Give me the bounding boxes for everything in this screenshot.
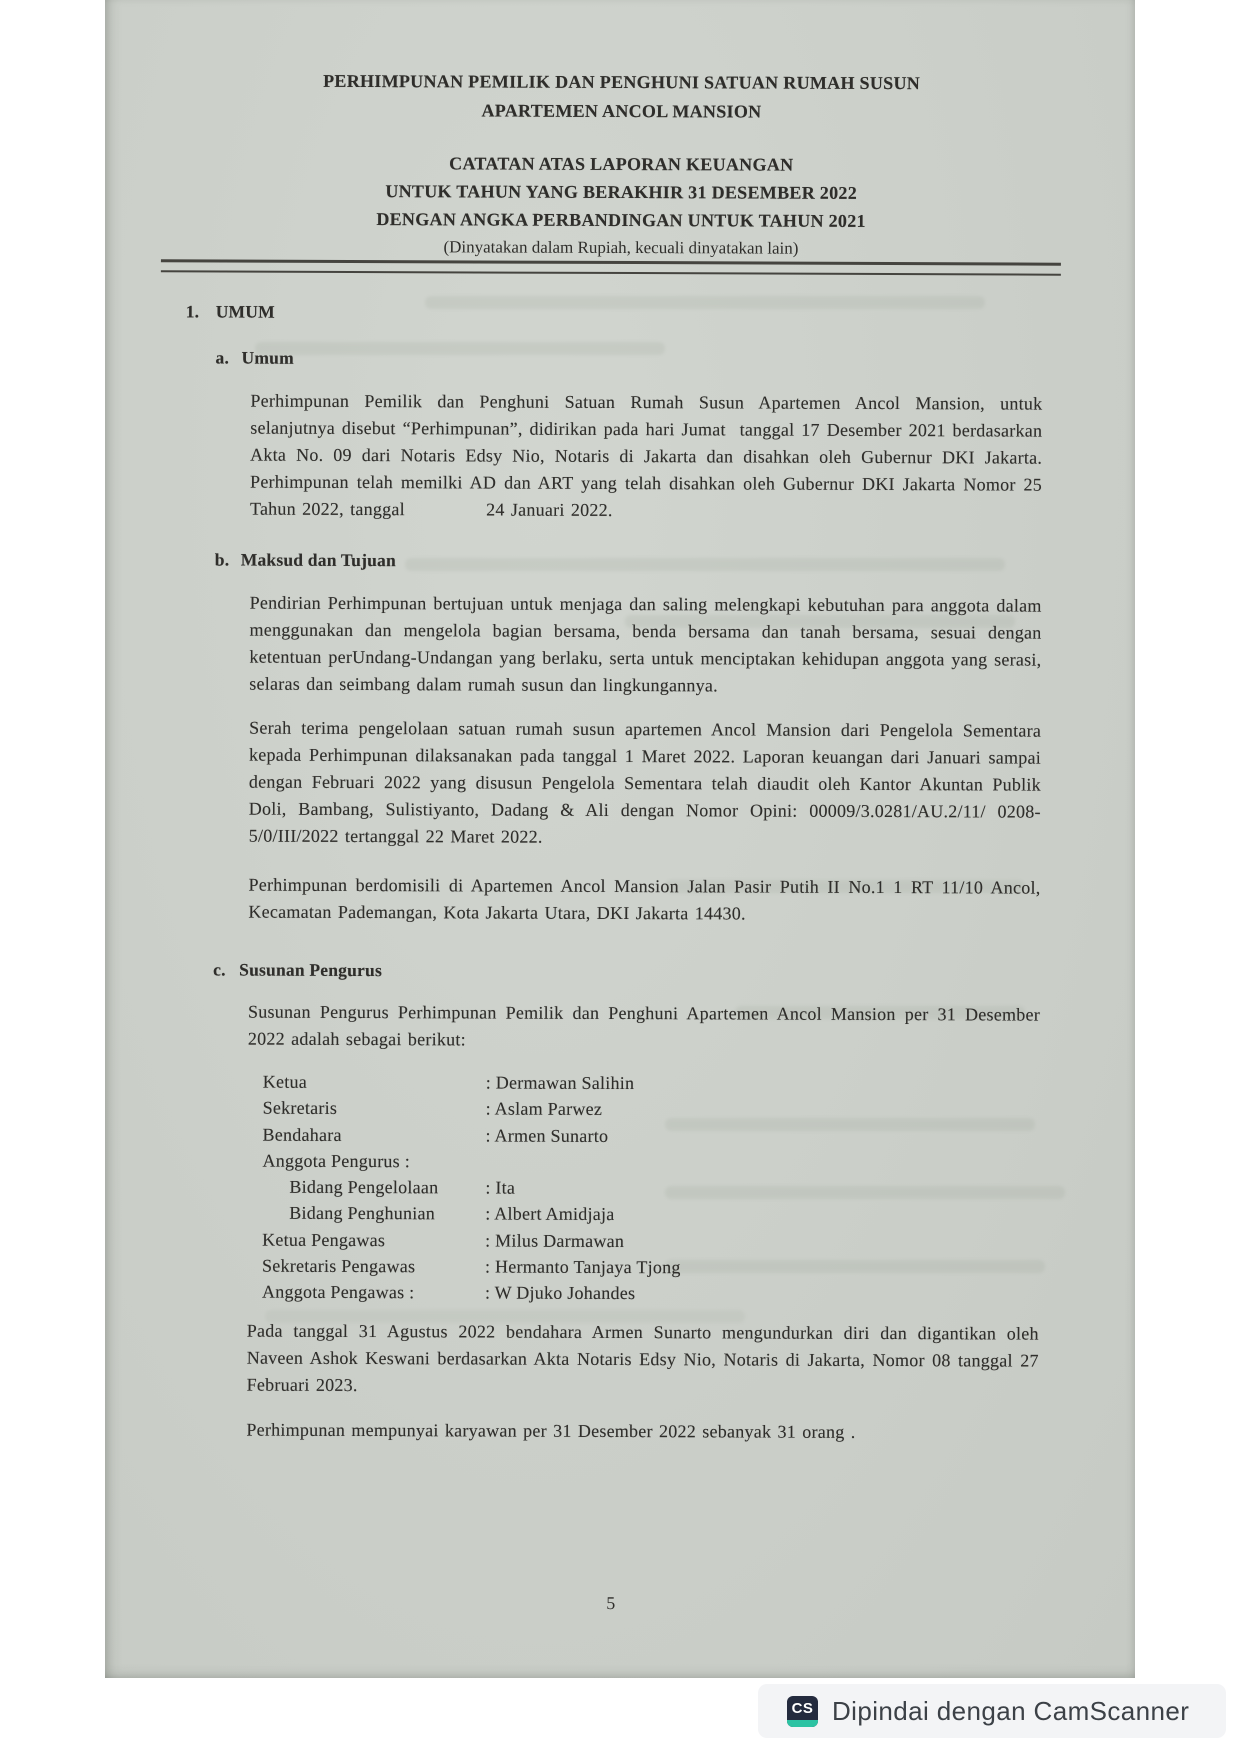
camscanner-icon-accent: [787, 1720, 818, 1727]
officer-row: [262, 1148, 1002, 1177]
officer-name: : Ita: [485, 1177, 516, 1198]
officer-role: Anggota Pengawas :: [261, 1282, 415, 1303]
org-name-line2: APARTEMEN ANCOL MANSION: [481, 100, 762, 122]
officer-row: [262, 1279, 1002, 1308]
report-title: CATATAN ATAS LAPORAN KEUANGAN: [449, 153, 794, 175]
officer-name: : Aslam Parwez: [485, 1098, 603, 1120]
paragraph-umum: Perhimpunan Pemilik dan Penghuni Satuan Rumah Susun Apartemen Ancol Mansion, untuk selanjutnya disebut “Perhimpunan”, didirikan pada hari Jumat tanggal 17 Desember 2021 berdasarkan Akta No. 09 dari Notaris Edsy Nio, Notaris di Jakarta dan disahkan oleh Gubernur DKI Jakarta. Perhimpunan telah memilki AD dan ART yang telah disahkan oleh Gubernur DKI Jakarta Nomor 25 Tahun 2022, tanggal 24 Januari 2022.: [249, 390, 1049, 520]
paragraph-serah-terima: Serah terima pengelolaan satuan rumah susun apartemen Ancol Mansion dari Pengelola Sementara kepada Perhimpunan dilaksanakan pada tanggal 1 Maret 2022. Laporan keuangan dari Januari sampai dengan Februari 2022 yang disusun Pengelola Sementara telah diaudit oleh Kantor Akuntan Publik Doli, Bambang, Sulistiyanto, Dadang & Ali dengan Nomor Opini: 00009/3.0281/AU.2/11/ 0208-5/0/III/2022 tertanggal 22 Maret 2022.: [248, 717, 1042, 847]
officer-name: : Dermawan Salihin: [485, 1072, 635, 1094]
paragraph-resignation: Pada tanggal 31 Agustus 2022 bendahara Armen Sunarto mengundurkan diri dan digantikan oleh Naveen Ashok Keswani berdasarkan Akta Notaris Edsy Nio, Notaris di Jakarta, Nomor 08 tanggal 27 Februari 2023.: [246, 1320, 1039, 1395]
officer-row: [262, 1174, 1002, 1203]
subsection-b-label: b.: [214, 549, 230, 570]
officer-role: Sekretaris Pengawas: [262, 1255, 416, 1277]
officers-list: [262, 1069, 1003, 1309]
officer-row: [263, 1069, 1003, 1098]
page-number: 5: [606, 1592, 616, 1613]
camscanner-badge: [758, 1684, 1226, 1738]
officer-name: : Hermanto Tanjaya Tjong: [485, 1256, 681, 1278]
org-name-line1: PERHIMPUNAN PEMILIK DAN PENGHUNI SATUAN RUMAH SUSUN: [323, 70, 921, 94]
currency-note: (Dinyatakan dalam Rupiah, kecuali dinyatakan lain): [443, 237, 799, 258]
camscanner-icon-letters: CS: [791, 1699, 814, 1717]
section-1-heading: [186, 301, 275, 322]
subsection-a-heading: [216, 347, 294, 368]
subsection-c-heading: [213, 959, 382, 981]
camscanner-footer: [0, 1678, 1240, 1755]
subsection-c-label: c.: [213, 959, 226, 980]
officer-row: [262, 1253, 1002, 1282]
report-comparison: DENGAN ANGKA PERBANDINGAN UNTUK TAHUN 2021: [376, 209, 866, 231]
officer-name: : Milus Darmawan: [485, 1230, 625, 1251]
officer-row: [262, 1226, 1002, 1255]
header-divider: [161, 259, 1061, 275]
camscanner-watermark-text: Dipindai dengan CamScanner: [832, 1695, 1190, 1726]
officer-row: [263, 1121, 1003, 1150]
officer-name: [485, 1148, 1002, 1176]
officer-name: : Armen Sunarto: [485, 1125, 609, 1146]
paragraph-tujuan: Pendirian Perhimpunan bertujuan untuk menjaga dan saling melengkapi kebutuhan para anggota dalam menggunakan dan mengelola bagian bersama, benda bersama dan tanah bersama, sesuai dengan ketentuan perUndang-Undangan yang berlaku, serta untuk menciptakan kehidupan anggota yang serasi, selaras dan seimbang dalam rumah susun dan lingkungannya.: [249, 592, 1042, 696]
officer-role: Bendahara: [262, 1124, 342, 1145]
document-content: [100, 0, 1136, 1680]
officer-name: : W Djuko Johandes: [484, 1282, 636, 1304]
officer-row: [263, 1095, 1003, 1124]
paragraph-susunan-intro: Susunan Pengurus Perhimpunan Pemilik dan Penghuni Apartemen Ancol Mansion per 31 Desember 2022 adalah sebagai berikut:: [247, 1001, 1041, 1050]
scanned-document: [105, 0, 1135, 1678]
subsection-a-label: a.: [215, 347, 230, 368]
officer-row: [262, 1200, 1002, 1229]
subsection-c-title: Susunan Pengurus: [239, 959, 383, 981]
section-1-number: 1.: [185, 301, 200, 322]
report-period: UNTUK TAHUN YANG BERAKHIR 31 DESEMBER 2022: [385, 181, 858, 203]
camscanner-icon: [787, 1696, 818, 1727]
officer-name: : Albert Amidjaja: [485, 1203, 615, 1225]
officer-role: Ketua Pengawas: [262, 1229, 386, 1250]
subsection-a-title: Umum: [241, 347, 294, 368]
subsection-b-title: Maksud dan Tujuan: [240, 549, 396, 571]
paragraph-employees: Perhimpunan mempunyai karyawan per 31 Desember 2022 sebanyak 31 orang .: [246, 1419, 856, 1442]
officer-role: Anggota Pengurus :: [262, 1150, 411, 1172]
section-1-title: UMUM: [215, 301, 275, 322]
paragraph-domisili: Perhimpunan berdomisili di Apartemen Ancol Mansion Jalan Pasir Putih II No.1 1 RT 11/10 Ancol, Kecamatan Pademangan, Kota Jakarta Utara, DKI Jakarta 14430.: [248, 874, 1041, 924]
officer-role: Bidang Penghunian: [289, 1203, 436, 1224]
subsection-b-heading: [215, 549, 396, 571]
officer-role: Bidang Pengelolaan: [289, 1176, 439, 1198]
officer-role: Sekretaris: [262, 1097, 338, 1119]
officer-role: Ketua: [262, 1071, 308, 1092]
